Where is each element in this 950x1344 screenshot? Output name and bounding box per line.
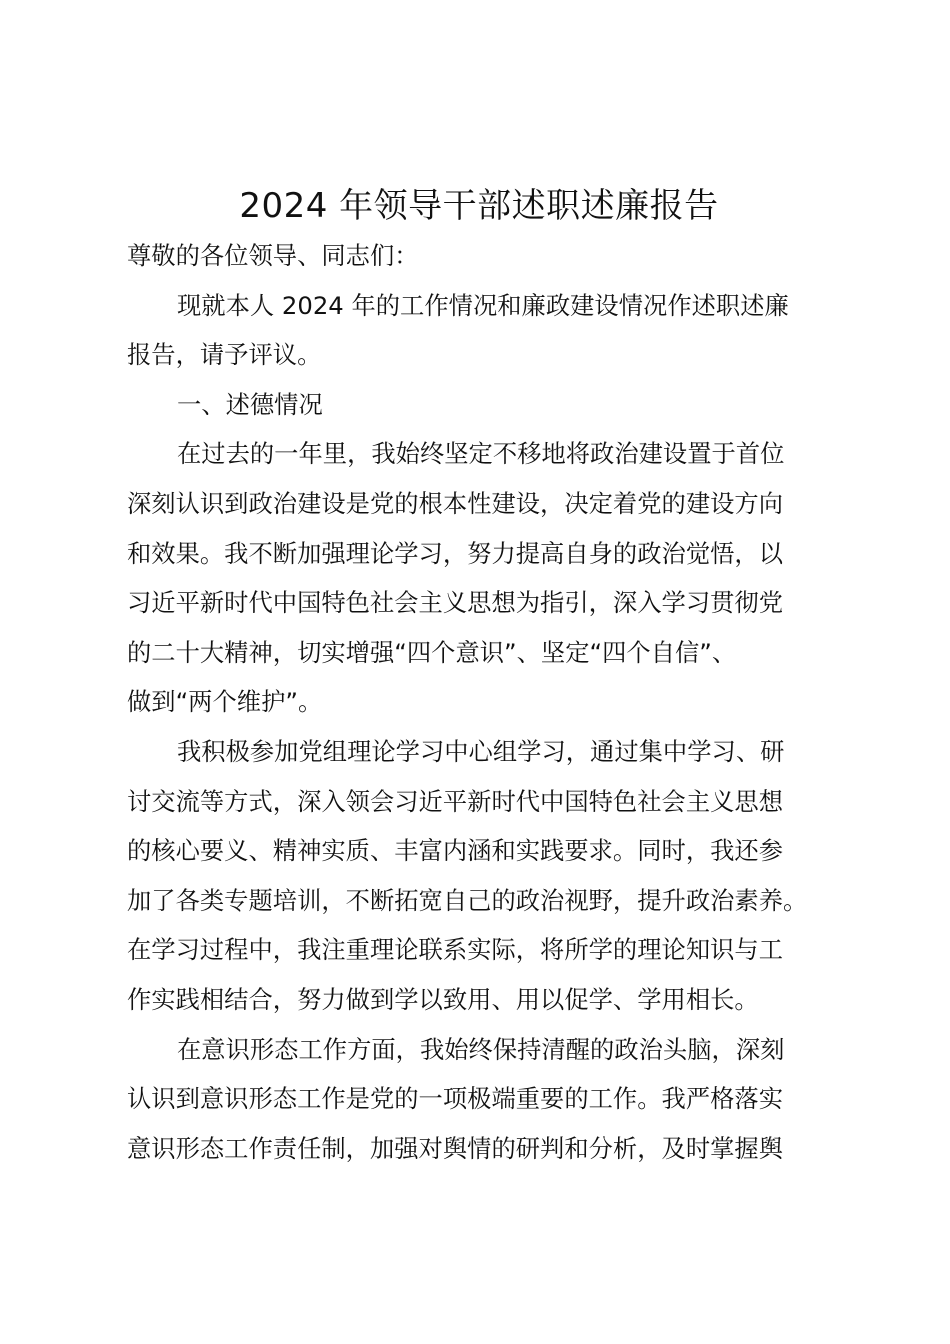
salutation-paragraph <box>127 231 857 281</box>
text-line: 的二十大精神，切实增强“四个意识”、坚定“四个自信”、 <box>127 637 737 667</box>
text-line: 作实践相结合，努力做到学以致用、用以促学、学用相长。 <box>127 984 759 1014</box>
text-line: 讨交流等方式，深入领会习近平新时代中国特色社会主义思想 <box>127 786 784 816</box>
text-line: 习近平新时代中国特色社会主义思想为指引，深入学习贯彻党 <box>127 588 784 618</box>
body-paragraph <box>127 727 857 1025</box>
section-heading <box>127 380 857 430</box>
text-line: 在意识形态工作方面，我始终保持清醒的政治头脑，深刻 <box>177 1034 785 1064</box>
text-line: 的核心要义、精神实质、丰富内涵和实践要求。同时，我还参 <box>127 836 784 866</box>
text-line: 现就本人 2024 年的工作情况和廉政建设情况作述职述廉 <box>177 290 789 320</box>
body-paragraph <box>127 1025 857 1174</box>
text-line: 认识到意识形态工作是党的一项极端重要的工作。我严格落实 <box>127 1084 784 1114</box>
text-line: 加了各类专题培训，不断拓宽自己的政治视野，提升政治素养。 <box>127 885 808 915</box>
intro-paragraph <box>127 281 857 380</box>
document-title: 2024 年领导干部述职述廉报告 <box>239 186 719 226</box>
text-line: 在过去的一年里，我始终坚定不移地将政治建设置于首位 <box>177 439 785 469</box>
text-line: 和效果。我不断加强理论学习，努力提高自身的政治觉悟，以 <box>127 538 784 568</box>
text-line: 做到“两个维护”。 <box>127 687 323 717</box>
text-line: 深刻认识到政治建设是党的根本性建设，决定着党的建设方向 <box>127 488 784 518</box>
text-line: 报告，请予评议。 <box>127 340 322 370</box>
text-line: 尊敬的各位领导、同志们： <box>127 241 419 270</box>
document-body <box>127 231 857 1173</box>
text-line: 在学习过程中，我注重理论联系实际，将所学的理论知识与工 <box>127 935 784 965</box>
body-paragraph <box>127 429 857 727</box>
text-line: 我积极参加党组理论学习中心组学习，通过集中学习、研 <box>177 736 785 766</box>
text-line: 一、述德情况 <box>177 389 323 419</box>
text-line: 意识形态工作责任制，加强对舆情的研判和分析，及时掌握舆 <box>127 1133 784 1163</box>
